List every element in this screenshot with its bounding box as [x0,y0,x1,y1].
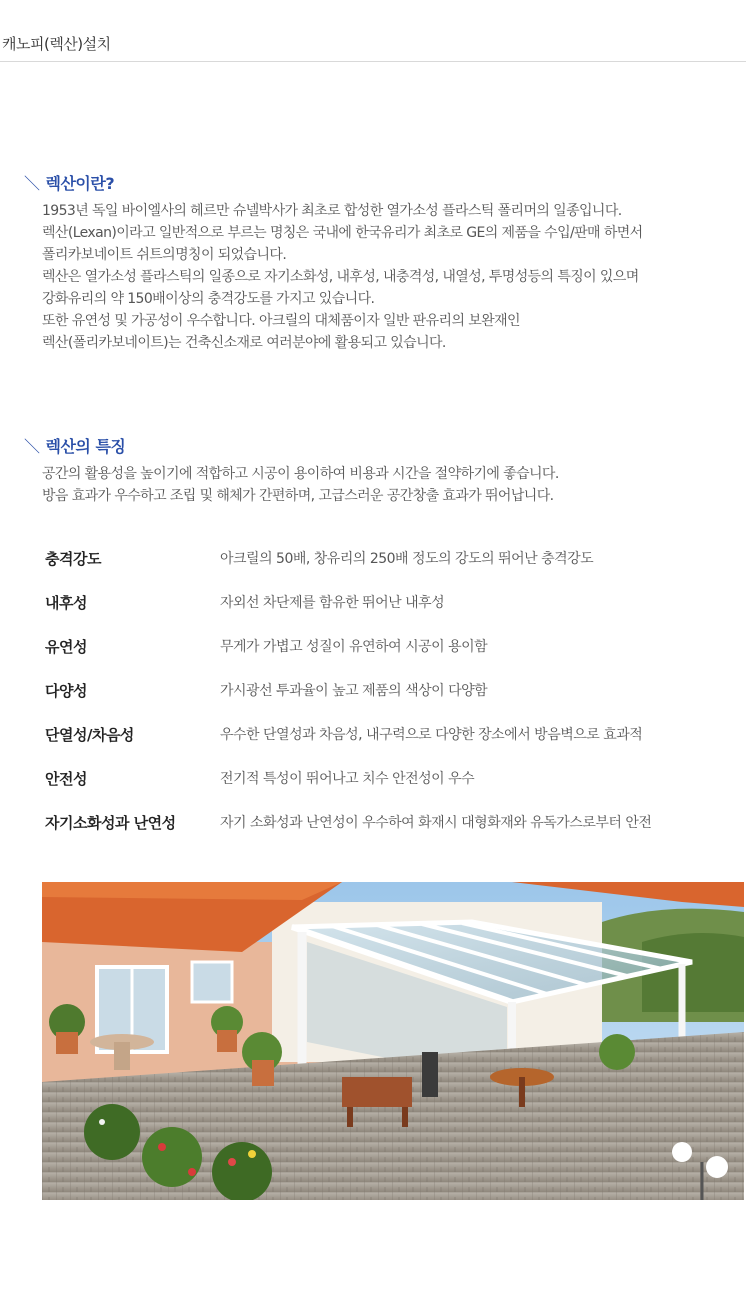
feature-description: 무게가 가볍고 성질이 유연하여 시공이 용이함 [220,639,488,655]
canopy-patio-photo [42,882,744,1200]
paragraph-line: 또한 유연성 및 가공성이 우수합니다. 아크릴의 대체품이자 일반 판유리의 보완재인 [42,313,520,329]
paragraph-line: 폴리카보네이트 쉬트의명칭이 되었습니다. [42,247,287,263]
feature-description: 우수한 단열성과 차음성, 내구력으로 다양한 장소에서 방음벽으로 효과적 [220,727,643,743]
feature-row [45,636,745,680]
feature-name: 자기소화성과 난연성 [45,814,176,832]
feature-description: 자외선 차단제를 함유한 뛰어난 내후성 [220,595,445,611]
feature-row [45,680,745,724]
feature-row [45,768,745,812]
feature-name: 내후성 [45,594,87,612]
feature-name: 안전성 [45,770,87,788]
feature-description: 자기 소화성과 난연성이 우수하여 화재시 대형화재와 유독가스로부터 안전 [220,815,652,831]
diagonal-mark-icon: ＼ [24,174,40,193]
paragraph-line: 방음 효과가 우수하고 조립 및 해체가 간편하며, 고급스러운 공간창출 효과가 뛰어납니다. [42,488,554,504]
feature-description: 가시광선 투과율이 높고 제품의 색상이 다양함 [220,683,488,699]
features-intro-paragraph [42,463,746,507]
feature-name: 충격강도 [45,550,101,568]
section-heading-text: 렉산의 특징 [45,437,126,456]
paragraph-line: 렉산(Lexan)이라고 일반적으로 부르는 명칭은 국내에 한국유리가 최초로 GE의 제품을 수입/판매 하면서 [42,225,643,241]
feature-name: 유연성 [45,638,87,656]
intro-paragraph [42,200,746,354]
section-heading-what-is-lexan [24,171,114,194]
feature-name: 단열성/차음성 [45,726,134,744]
paragraph-line: 렉산(폴리카보네이트)는 건축신소재로 여러분야에 활용되고 있습니다. [42,335,446,351]
feature-description: 아크릴의 50배, 창유리의 250배 정도의 강도의 뛰어난 충격강도 [220,551,594,567]
section-heading-features [24,434,125,457]
paragraph-line: 렉산은 열가소성 플라스틱의 일종으로 자기소화성, 내후성, 내충격성, 내열성, 투명성등의 특징이 있으며 [42,269,639,285]
paragraph-line: 강화유리의 약 150배이상의 충격강도를 가지고 있습니다. [42,291,375,307]
page-title: 캐노피(렉산)설치 [2,35,111,53]
canopy-illustration [42,882,744,1200]
feature-row [45,548,745,592]
feature-row [45,812,745,856]
section-heading-text: 렉산이란? [45,174,115,193]
feature-row [45,724,745,768]
feature-description: 전기적 특성이 뛰어나고 치수 안전성이 우수 [220,771,475,787]
diagonal-mark-icon: ＼ [24,437,40,456]
features-table [45,548,745,856]
paragraph-line: 공간의 활용성을 높이기에 적합하고 시공이 용이하여 비용과 시간을 절약하기에 좋습니다. [42,466,559,482]
paragraph-line: 1953년 독일 바이엘사의 헤르만 슈넬박사가 최초로 합성한 열가소성 플라스틱 폴리머의 일종입니다. [42,203,622,219]
feature-row [45,592,745,636]
feature-name: 다양성 [45,682,87,700]
top-bar [0,0,746,62]
